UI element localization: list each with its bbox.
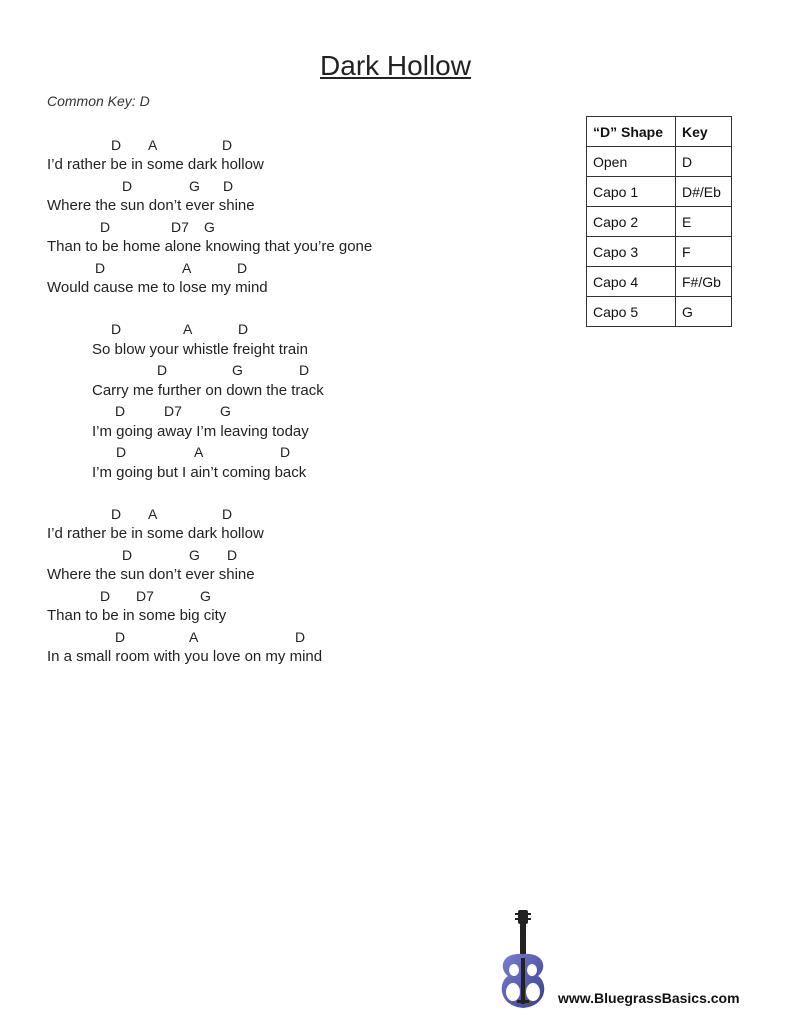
table-row	[587, 147, 732, 177]
table-cell-capo: Capo 3	[587, 237, 676, 267]
lyric-line: I’m going away I’m leaving today	[92, 423, 309, 440]
chord: D	[295, 629, 306, 645]
bass-guitar-icon	[496, 908, 550, 1014]
lyric-line: Where the sun don’t ever shine	[47, 566, 255, 583]
chord: D	[280, 444, 291, 460]
table-cell-capo: Capo 1	[587, 177, 676, 207]
table-row	[587, 297, 732, 327]
table-cell-capo: Capo 5	[587, 297, 676, 327]
chord: D	[95, 260, 106, 276]
table-cell-capo: Open	[587, 147, 676, 177]
chord: D	[227, 547, 238, 563]
lyric-line: Would cause me to lose my mind	[47, 279, 268, 296]
chord: D7	[171, 219, 189, 235]
lyric-line: Where the sun don’t ever shine	[47, 197, 255, 214]
chord: G	[189, 178, 200, 194]
lyric-line: Than to be in some big city	[47, 607, 227, 624]
table-row	[587, 237, 732, 267]
chord: A	[148, 506, 158, 522]
table-cell-capo: Capo 2	[587, 207, 676, 237]
table-cell-key: G	[676, 297, 732, 327]
lyric-line: I’d rather be in some dark hollow	[47, 156, 264, 173]
table-header-row	[587, 117, 732, 147]
chord: D	[100, 219, 111, 235]
table-row	[587, 207, 732, 237]
table-cell-key: E	[676, 207, 732, 237]
chord: D7	[164, 403, 182, 419]
chord: D	[222, 506, 233, 522]
table-row	[587, 267, 732, 297]
chord: G	[204, 219, 215, 235]
table-row	[587, 177, 732, 207]
website-link[interactable]: www.BluegrassBasics.com	[558, 990, 740, 1006]
chord: D	[222, 137, 233, 153]
table-cell-key: F#/Gb	[676, 267, 732, 297]
lyric-line: I’m going but I ain’t coming back	[92, 464, 307, 481]
chord: D	[100, 588, 111, 604]
chord: D	[299, 362, 310, 378]
chord: G	[232, 362, 243, 378]
table-cell-key: F	[676, 237, 732, 267]
chord: D	[157, 362, 168, 378]
lyric-line: In a small room with you love on my mind	[47, 648, 323, 665]
table-cell-key: D	[676, 147, 732, 177]
common-key-note: Common Key: D	[47, 93, 150, 109]
chord: D	[223, 178, 234, 194]
chord: G	[189, 547, 200, 563]
table-cell-capo: Capo 4	[587, 267, 676, 297]
chord: G	[220, 403, 231, 419]
chord: D	[237, 260, 248, 276]
chord: D	[111, 506, 122, 522]
lyric-line: Than to be home alone knowing that you’re gone	[47, 238, 373, 255]
lyric-line: So blow your whistle freight train	[92, 341, 308, 358]
column-header-shape: “D” Shape	[587, 117, 676, 147]
chord: D	[122, 547, 133, 563]
chord: D	[111, 321, 122, 337]
chord: A	[183, 321, 193, 337]
chord: A	[148, 137, 158, 153]
chord: A	[182, 260, 192, 276]
page-title: Dark Hollow	[320, 50, 471, 81]
chord: D	[238, 321, 249, 337]
chord: D	[115, 403, 126, 419]
column-header-key: Key	[676, 117, 732, 147]
chord: A	[194, 444, 204, 460]
capo-key-table	[586, 116, 732, 327]
chord: D7	[136, 588, 154, 604]
table-cell-key: D#/Eb	[676, 177, 732, 207]
chord: G	[200, 588, 211, 604]
chord: D	[122, 178, 133, 194]
chord: A	[189, 629, 199, 645]
chord: D	[115, 629, 126, 645]
chord: D	[116, 444, 127, 460]
chord: D	[111, 137, 122, 153]
lyric-line: Carry me further on down the track	[92, 382, 324, 399]
lyric-line: I’d rather be in some dark hollow	[47, 525, 264, 542]
